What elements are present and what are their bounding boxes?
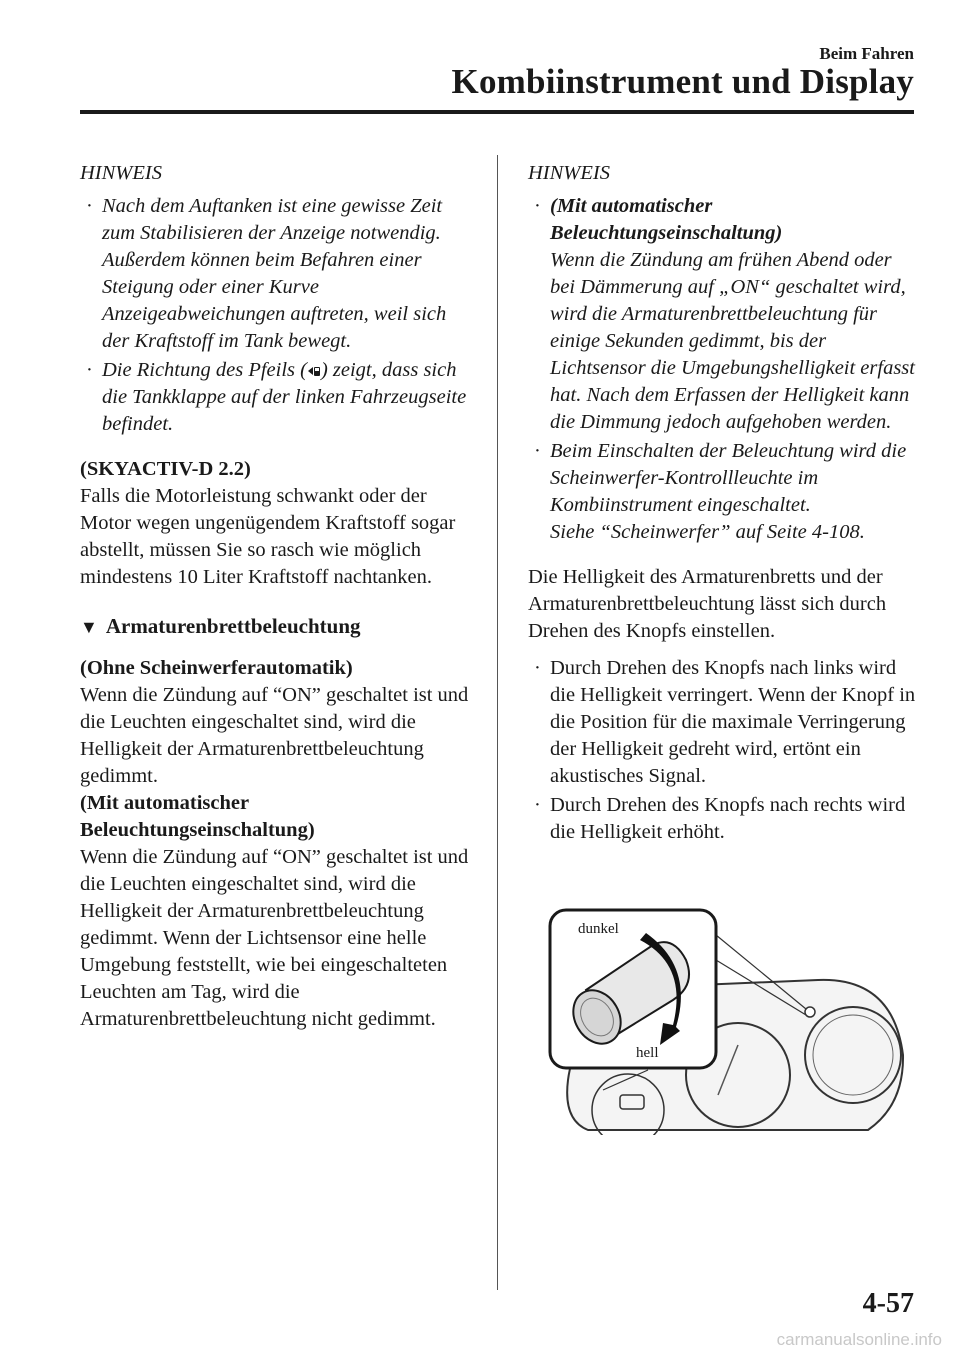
triangle-down-icon: ▼ bbox=[80, 617, 98, 637]
page-number: 4-57 bbox=[862, 1288, 914, 1319]
note-bullet-heading: · (Mit automatischer Beleuchtungseinschaltung) bbox=[550, 195, 783, 244]
section-heading bbox=[80, 613, 475, 641]
header-chapter: Kombiinstrument und Display bbox=[451, 62, 914, 101]
note-bullet-reference: Siehe “Scheinwerfer” auf Seite 4-108. bbox=[550, 521, 865, 543]
note-bullet: · Nach dem Auftanken ist eine gewisse Zeit zum Stabilisieren der Anzeige notwendig. Außerdem können beim Befahren einer Steigung oder einer Kurve Anzeigeabweichungen auftreten, weil sich der Kraftstoff im Tank bewegt. bbox=[80, 193, 475, 355]
dimmer-knob-illustration bbox=[548, 905, 908, 1135]
column-divider bbox=[497, 155, 498, 1290]
note-title: HINWEIS bbox=[80, 162, 162, 184]
section-title: Armaturenbrettbeleuchtung bbox=[105, 614, 361, 638]
ohne-heading: (Ohne Scheinwerferautomatik) bbox=[80, 657, 353, 679]
mit-text: Wenn die Zündung auf “ON” geschaltet ist und die Leuchten eingeschaltet sind, wird die Helligkeit der Armaturenbrettbeleuchtung gedimmt. Wenn der Lichtsensor eine helle Umgebung feststellt, wie bei eingeschalteten Leuchten am Tag, wird die Armaturenbrettbeleuchtung nicht gedimmt. bbox=[80, 846, 469, 1030]
intro-text: Die Helligkeit des Armaturenbretts und der Armaturenbrettbeleuchtung lässt sich durch Drehen des Knopfs einstellen. bbox=[528, 566, 887, 642]
label-bright: hell bbox=[636, 1045, 659, 1061]
mit-heading: (Mit automatischer Beleuchtungseinschaltung) bbox=[80, 792, 315, 841]
note-text: Die Richtung des Pfeils ( bbox=[102, 359, 307, 381]
skyactiv-heading: (SKYACTIV-D 2.2) bbox=[80, 458, 251, 480]
skyactiv-text: Falls die Motorleistung schwankt oder der Motor wegen ungenügendem Kraftstoff sogar abstellt, müssen Sie so rasch wie möglich mindestens 10 Liter Kraftstoff nachtanken. bbox=[80, 485, 456, 588]
left-column bbox=[80, 160, 475, 1033]
note-bullet-fuel-arrow bbox=[80, 357, 475, 438]
header-rule bbox=[80, 110, 914, 114]
fuel-arrow-icon bbox=[307, 364, 321, 378]
note-bullet bbox=[528, 438, 918, 546]
list-item: · Durch Drehen des Knopfs nach rechts wird die Helligkeit erhöht. bbox=[528, 792, 918, 846]
right-column bbox=[528, 160, 918, 848]
note-bullet-text: · Beim Einschalten der Beleuchtung wird die Scheinwerfer-Kontrollleuchte im Kombiinstrument eingeschaltet. bbox=[550, 440, 907, 516]
note-title: HINWEIS bbox=[528, 162, 610, 184]
note-text: ) zeigt, dass sich die Tankklappe auf der linken Fahrzeugseite befindet. bbox=[102, 359, 467, 435]
list-item: · Durch Drehen des Knopfs nach links wird die Helligkeit verringert. Wenn der Knopf in die Position für die maximale Verringerung der Helligkeit gedreht wird, ertönt ein akustisches Signal. bbox=[528, 655, 918, 790]
note-bullet bbox=[528, 193, 918, 436]
watermark: carmanualsonline.info bbox=[776, 1330, 942, 1349]
ohne-text: Wenn die Zündung auf “ON” geschaltet ist und die Leuchten eingeschaltet sind, wird die Helligkeit der Armaturenbrettbeleuchtung gedimmt. bbox=[80, 684, 469, 787]
header-section: Beim Fahren bbox=[819, 44, 914, 63]
label-dark: dunkel bbox=[578, 921, 619, 937]
note-bullet-text: Wenn die Zündung am frühen Abend oder bei Dämmerung auf „ON“ geschaltet wird, wird die Armaturenbrettbeleuchtung für einige Sekunden gedimmt, bis der Lichtsensor die Umgebungshelligkeit erfasst hat. Nach dem Erfassen der Helligkeit kann die Dimmung jedoch aufgehoben werden. bbox=[550, 249, 915, 433]
